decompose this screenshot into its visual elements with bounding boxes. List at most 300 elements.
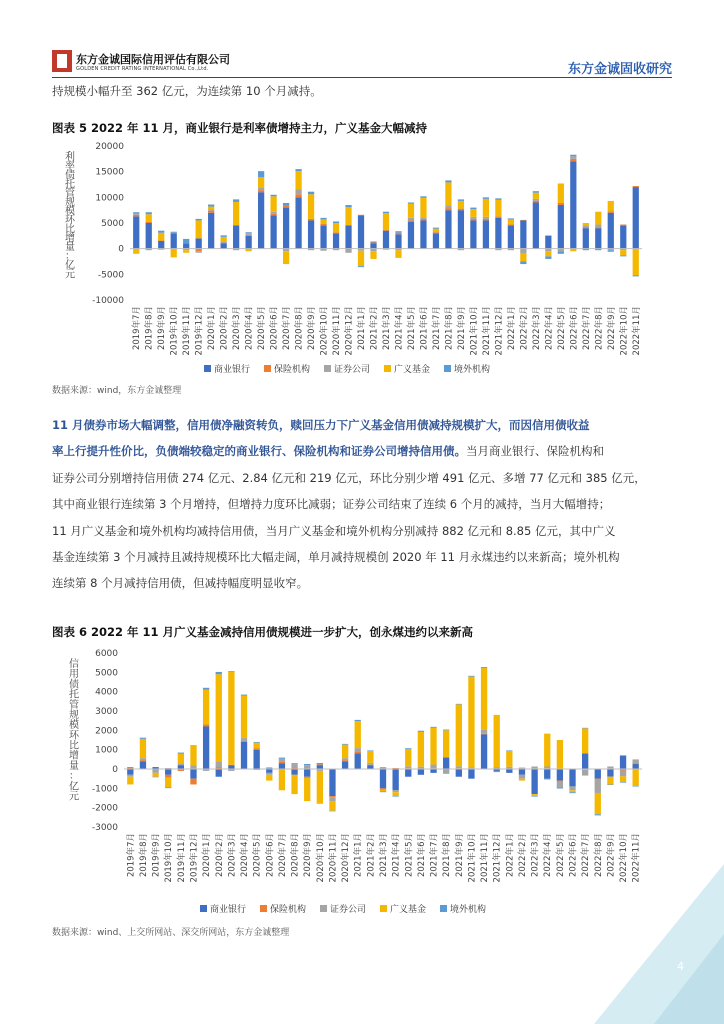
bar-segment: [279, 763, 285, 769]
bar-segment: [146, 212, 152, 214]
bar-segment: [233, 199, 239, 202]
bar-segment: [420, 196, 426, 198]
bar-segment: [304, 778, 310, 801]
bar-segment: [456, 769, 462, 777]
legend-label: 境外机构: [450, 905, 487, 915]
analysis-paragraph: [52, 412, 676, 597]
bar-segment: [430, 728, 436, 765]
bar-segment: [140, 739, 146, 758]
x-tick-label: 2022年3月: [531, 305, 542, 351]
bar-segment: [633, 769, 639, 786]
x-tick-label: 2021年10月: [467, 833, 478, 883]
bar-segment: [258, 190, 264, 192]
x-tick-label: 2019年9月: [151, 833, 162, 878]
paragraph-line: [52, 570, 676, 596]
bar-segment: [246, 232, 252, 233]
bar-segment: [405, 766, 411, 768]
x-tick-label: 2020年9月: [303, 833, 314, 878]
bar-segment: [633, 187, 639, 249]
bar-segment: [383, 231, 389, 249]
bar-segment: [133, 216, 139, 248]
bar-segment: [317, 764, 323, 765]
bar-segment: [533, 199, 539, 201]
x-tick-label: 2020年8月: [294, 306, 305, 351]
bar-segment: [443, 757, 449, 769]
bar-segment: [408, 203, 414, 217]
x-tick-label: 2021年9月: [456, 306, 467, 351]
bar-segment: [483, 220, 489, 248]
bar-segment: [355, 752, 361, 754]
bar-segment: [508, 219, 514, 224]
bar-segment: [345, 205, 351, 207]
bar-segment: [395, 233, 401, 235]
bar-segment: [408, 222, 414, 249]
y-axis-label: 信用债托管规模环比增量：亿元: [69, 659, 79, 803]
bar-segment: [383, 212, 389, 214]
bar-segment: [258, 188, 264, 191]
bar-segment: [216, 769, 222, 777]
bar-segment: [506, 769, 512, 773]
bar-segment: [430, 769, 436, 773]
bar-segment: [495, 218, 501, 249]
legend-swatch: [324, 365, 331, 372]
bar-segment: [203, 688, 209, 690]
bar-segment: [329, 769, 335, 796]
y-tick-label: 5000: [101, 219, 124, 229]
bar-segment: [620, 771, 626, 777]
company-logo: [52, 50, 72, 72]
bar-segment: [152, 777, 158, 778]
legend-label: 境外机构: [454, 365, 491, 375]
x-tick-label: 2020年11月: [328, 833, 339, 883]
x-tick-label: 2021年4月: [394, 306, 405, 351]
bar-segment: [557, 782, 563, 788]
bar-segment: [178, 763, 184, 765]
bar-segment: [158, 241, 164, 249]
bar-segment: [608, 213, 614, 249]
bar-segment: [558, 205, 564, 249]
y-tick-label: 20000: [95, 142, 124, 152]
bar-segment: [358, 215, 364, 248]
y-tick-label: 1000: [95, 745, 118, 756]
bar-segment: [228, 765, 234, 766]
bar-segment: [140, 738, 146, 739]
legend-swatch: [380, 905, 387, 912]
legend-label: 广义基金: [394, 365, 431, 375]
bar-segment: [483, 197, 489, 199]
bar-segment: [545, 251, 551, 256]
bar-segment: [620, 225, 626, 226]
bar-segment: [433, 231, 439, 232]
bar-segment: [380, 791, 386, 792]
figure5-source: 数据来源：wind，东方金诚整理: [52, 386, 182, 396]
bar-segment: [254, 750, 260, 769]
corner-decoration-inner: [654, 934, 724, 1024]
x-tick-label: 2022年2月: [519, 306, 530, 351]
bar-segment: [481, 668, 487, 730]
bar-segment: [266, 773, 272, 775]
bar-segment: [519, 775, 525, 779]
bar-segment: [190, 765, 196, 769]
bar-segment: [519, 768, 525, 769]
x-tick-label: 2022年6月: [569, 306, 580, 351]
bar-segment: [241, 738, 247, 741]
bar-segment: [633, 275, 639, 276]
bar-segment: [620, 255, 626, 256]
bar-segment: [395, 234, 401, 248]
bar-segment: [508, 225, 514, 226]
y-tick-label: 6000: [95, 649, 118, 659]
bar-segment: [216, 674, 222, 761]
bar-segment: [544, 734, 550, 767]
x-tick-label: 2021年12月: [492, 833, 503, 883]
bar-segment: [418, 769, 424, 775]
bar-segment: [620, 755, 626, 769]
bar-segment: [481, 734, 487, 769]
bar-segment: [358, 266, 364, 267]
bar-segment: [595, 779, 601, 793]
figure6-title: 图表 6 2022 年 11 月广义基金减持信用债规模进一步扩大，创永煤违约以来新高: [52, 625, 474, 639]
bar-segment: [295, 169, 301, 171]
bar-segment: [355, 720, 361, 721]
bar-segment: [620, 776, 626, 782]
bar-segment: [333, 223, 339, 232]
y-tick-label: 0: [112, 765, 118, 775]
bar-segment: [408, 220, 414, 222]
x-tick-label: 2019年12月: [194, 306, 205, 356]
bar-segment: [329, 796, 335, 797]
bar-segment: [608, 250, 614, 252]
bar-segment: [458, 201, 464, 209]
bar-segment: [241, 696, 247, 739]
x-tick-label: 2021年3月: [382, 306, 392, 351]
bar-segment: [216, 672, 222, 674]
bar-segment: [595, 814, 601, 815]
bar-segment: [433, 228, 439, 229]
bar-segment: [266, 769, 272, 773]
bar-segment: [583, 226, 589, 228]
bar-segment: [329, 811, 335, 812]
bar-segment: [582, 728, 588, 753]
x-tick-label: 2020年5月: [252, 833, 263, 878]
bar-segment: [171, 250, 177, 258]
bar-segment: [133, 214, 139, 215]
bar-segment: [557, 787, 563, 788]
bar-segment: [367, 765, 373, 766]
bar-segment: [140, 761, 146, 769]
bar-segment: [420, 217, 426, 219]
bar-segment: [196, 220, 202, 238]
bar-segment: [216, 761, 222, 767]
x-tick-label: 2020年4月: [244, 306, 255, 351]
bar-segment: [445, 206, 451, 209]
bar-segment: [569, 790, 575, 792]
bar-segment: [519, 769, 525, 775]
bar-segment: [279, 762, 285, 764]
x-tick-label: 2021年3月: [379, 833, 389, 878]
bar-segment: [127, 775, 133, 777]
bar-segment: [533, 201, 539, 203]
bar-segment: [196, 251, 202, 253]
bar-segment: [494, 715, 500, 767]
x-tick-label: 2020年3月: [232, 306, 243, 351]
y-axis-label: 利率债托管规模环比增量：亿元: [65, 152, 75, 281]
bar-segment: [456, 704, 462, 766]
bar-segment: [317, 765, 323, 769]
bar-segment: [544, 779, 550, 780]
bar-segment: [520, 249, 526, 254]
bar-segment: [127, 769, 133, 775]
bar-segment: [221, 243, 227, 244]
legend-swatch: [320, 905, 327, 912]
bar-segment: [370, 241, 376, 242]
intro-text: 持规模小幅升至 362 亿元，为连续第 10 个月减持。: [52, 84, 322, 98]
bar-segment: [383, 230, 389, 231]
y-tick-label: 2000: [95, 726, 118, 737]
bar-segment: [506, 750, 512, 751]
bar-segment: [183, 244, 189, 249]
bar-segment: [283, 203, 289, 205]
bar-segment: [557, 781, 563, 782]
paragraph-segment: 其中商业银行连续第 3 个月增持，但增持力度环比减弱；证券公司结束了连续 6 个月的减持，当月大幅增持；: [52, 497, 611, 512]
bar-segment: [418, 731, 424, 732]
x-tick-label: 2019年11月: [182, 306, 193, 356]
bar-segment: [178, 754, 184, 764]
bar-segment: [342, 760, 348, 761]
bar-segment: [165, 778, 171, 788]
x-tick-label: 2022年9月: [606, 833, 617, 878]
legend-swatch: [260, 905, 267, 912]
bar-segment: [283, 208, 289, 249]
paragraph-segment: 连续第 8 个月减持信用债，但减持幅度明显收窄。: [52, 576, 309, 591]
bar-segment: [520, 220, 526, 248]
company-name-en: GOLDEN CREDIT RATING INTERNATIONAL Co.,Ltd.: [76, 66, 209, 72]
bar-segment: [165, 775, 171, 778]
bar-segment: [495, 216, 501, 218]
bar-segment: [342, 758, 348, 760]
bar-segment: [355, 754, 361, 769]
bar-segment: [355, 721, 361, 748]
bar-segment: [254, 743, 260, 749]
paragraph-line: [52, 491, 676, 517]
paragraph-line: [52, 438, 676, 464]
bar-segment: [367, 763, 373, 765]
bar-segment: [304, 777, 310, 778]
bar-segment: [458, 210, 464, 249]
figure5-chart: [52, 138, 672, 383]
bar-segment: [633, 764, 639, 769]
x-tick-label: 2021年1月: [353, 833, 364, 878]
bar-segment: [183, 239, 189, 243]
bar-segment: [531, 769, 537, 794]
legend-swatch: [264, 365, 271, 372]
bar-segment: [433, 232, 439, 233]
bar-segment: [221, 235, 227, 237]
bar-segment: [178, 753, 184, 754]
bar-segment: [508, 218, 514, 219]
bar-segment: [342, 761, 348, 769]
bar-segment: [304, 769, 310, 777]
bar-segment: [333, 221, 339, 223]
bar-segment: [458, 209, 464, 211]
bar-segment: [345, 226, 351, 249]
x-tick-label: 2019年8月: [138, 833, 149, 878]
paragraph-segment: 11 月债券市场大幅调整，信用债净融资转负，赎回压力下广义基金信用债减持规模扩大，而因信用债收益: [52, 418, 590, 432]
bar-segment: [595, 225, 601, 228]
bar-segment: [317, 771, 323, 804]
bar-segment: [470, 220, 476, 248]
x-tick-label: 2019年12月: [189, 833, 200, 883]
bar-segment: [494, 772, 500, 773]
bar-segment: [468, 676, 474, 677]
company-name-cn: 东方金诚国际信用评估有限公司: [76, 53, 230, 66]
bar-segment: [405, 748, 411, 749]
bar-segment: [370, 244, 376, 249]
bar-segment: [620, 782, 626, 783]
bar-segment: [633, 186, 639, 187]
x-tick-label: 2020年1月: [202, 833, 213, 878]
x-tick-label: 2022年10月: [619, 833, 630, 883]
x-tick-label: 2021年2月: [369, 306, 380, 351]
x-tick-label: 2021年7月: [431, 306, 442, 351]
x-tick-label: 2021年11月: [481, 306, 492, 356]
bar-segment: [304, 764, 310, 765]
paragraph-line: [52, 465, 676, 491]
bar-segment: [291, 763, 297, 764]
bar-segment: [190, 746, 196, 765]
bar-segment: [203, 726, 209, 769]
bar-segment: [608, 211, 614, 213]
bar-segment: [370, 251, 376, 259]
bar-segment: [520, 254, 526, 262]
x-tick-label: 2020年3月: [227, 833, 238, 878]
legend-swatch: [204, 365, 211, 372]
bar-segment: [367, 751, 373, 763]
y-tick-label: -1000: [91, 784, 118, 795]
bar-segment: [146, 223, 152, 249]
bar-segment: [533, 191, 539, 193]
x-tick-label: 2022年1月: [505, 833, 516, 878]
bar-segment: [481, 730, 487, 734]
bar-segment: [582, 770, 588, 776]
x-tick-label: 2021年6月: [419, 306, 430, 351]
x-tick-label: 2021年11月: [480, 833, 491, 883]
bar-segment: [355, 748, 361, 752]
bar-segment: [558, 183, 564, 203]
bar-segment: [320, 219, 326, 224]
bar-segment: [595, 227, 601, 228]
bar-segment: [392, 796, 398, 797]
bar-segment: [430, 765, 436, 769]
bar-segment: [570, 156, 576, 159]
bar-segment: [133, 212, 139, 214]
bar-segment: [208, 205, 214, 207]
bar-segment: [392, 790, 398, 792]
x-tick-label: 2020年6月: [269, 306, 280, 351]
bar-segment: [545, 236, 551, 249]
x-tick-label: 2022年7月: [581, 833, 592, 878]
bar-segment: [607, 766, 613, 768]
paragraph-segment: 率上行提升性价比，负债端较稳定的商业银行、保险机构和证券公司增持信用债。: [52, 444, 466, 459]
bar-segment: [430, 727, 436, 728]
bar-segment: [295, 171, 301, 189]
x-tick-label: 2019年8月: [144, 306, 155, 351]
bar-segment: [270, 212, 276, 214]
bar-segment: [443, 770, 449, 774]
bar-segment: [508, 226, 514, 249]
bar-segment: [358, 251, 364, 266]
x-tick-label: 2021年5月: [404, 833, 415, 878]
bar-segment: [228, 671, 234, 672]
bar-segment: [392, 792, 398, 796]
bar-segment: [317, 763, 323, 764]
bar-segment: [308, 192, 314, 195]
legend-label: 广义基金: [390, 905, 427, 915]
bar-segment: [470, 209, 476, 217]
bar-segment: [171, 233, 177, 248]
bar-segment: [345, 249, 351, 253]
bar-segment: [279, 759, 285, 762]
bar-segment: [392, 769, 398, 790]
bar-segment: [266, 767, 272, 768]
bar-segment: [291, 769, 297, 775]
legend-swatch: [440, 905, 447, 912]
bar-segment: [520, 220, 526, 221]
bar-segment: [445, 210, 451, 249]
x-tick-label: 2019年11月: [176, 833, 187, 883]
y-tick-label: -3000: [91, 823, 118, 833]
bar-segment: [433, 233, 439, 248]
bar-segment: [270, 214, 276, 216]
bar-segment: [420, 219, 426, 221]
bar-segment: [583, 227, 589, 228]
x-tick-label: 2020年9月: [307, 306, 318, 351]
bar-segment: [470, 219, 476, 221]
bar-segment: [304, 765, 310, 769]
bar-segment: [570, 161, 576, 248]
bar-segment: [333, 232, 339, 233]
bar-segment: [133, 249, 139, 254]
x-tick-label: 2020年12月: [341, 833, 352, 883]
bar-segment: [445, 180, 451, 182]
figure6-chart: [52, 645, 672, 920]
bar-segment: [443, 730, 449, 731]
x-tick-label: 2019年10月: [164, 833, 175, 883]
bar-segment: [228, 672, 234, 765]
bar-segment: [620, 250, 626, 255]
bar-segment: [545, 256, 551, 259]
bar-segment: [208, 209, 214, 211]
x-tick-label: 2022年2月: [517, 833, 528, 878]
bar-segment: [405, 769, 411, 777]
bar-segment: [470, 217, 476, 219]
bar-segment: [190, 769, 196, 779]
x-tick-label: 2021年2月: [366, 833, 377, 878]
bar-segment: [190, 745, 196, 746]
bar-segment: [308, 194, 314, 219]
x-tick-label: 2020年7月: [282, 306, 293, 351]
bar-segment: [258, 177, 264, 187]
bar-segment: [468, 677, 474, 768]
bar-segment: [582, 754, 588, 769]
bar-segment: [531, 794, 537, 796]
paragraph-line: [52, 518, 676, 544]
bar-segment: [258, 171, 264, 177]
bar-segment: [445, 182, 451, 205]
paragraph-segment: 当月商业银行、保险机构和: [466, 444, 604, 459]
bar-segment: [408, 202, 414, 203]
bar-segment: [483, 219, 489, 221]
